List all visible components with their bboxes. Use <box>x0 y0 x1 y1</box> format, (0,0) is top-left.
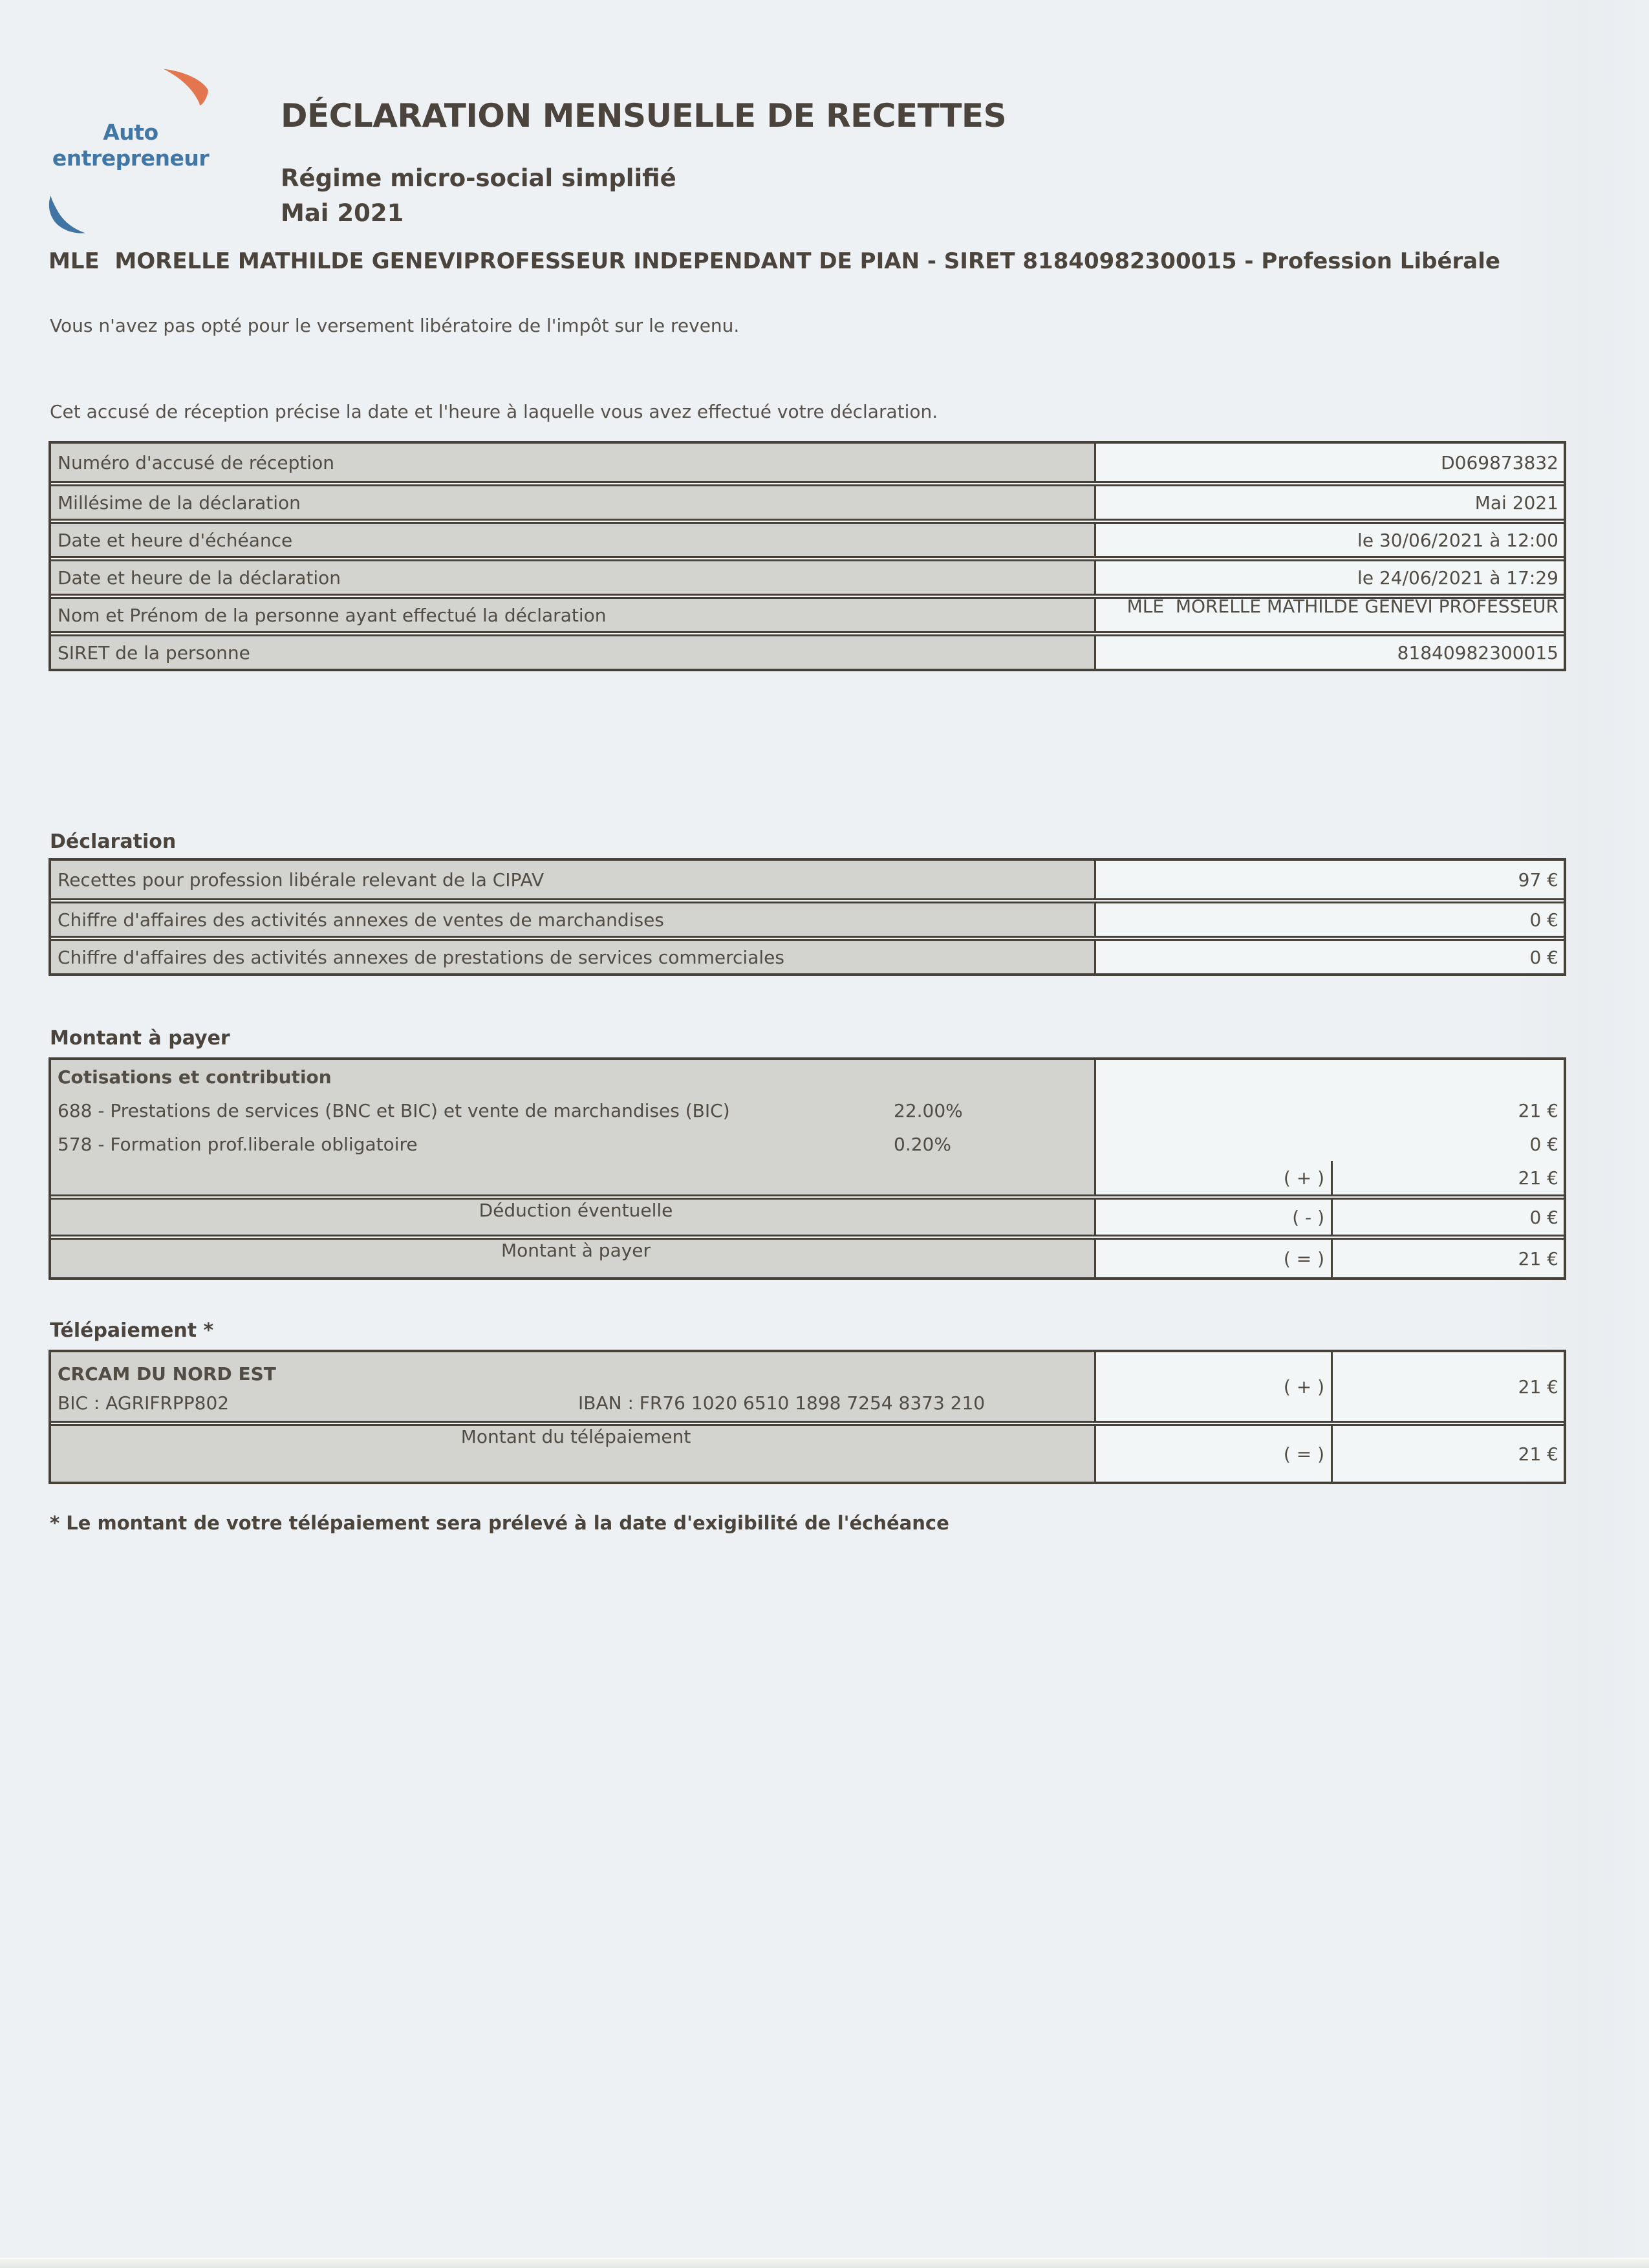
table-row <box>51 519 1564 556</box>
row-value: Mai 2021 <box>1096 486 1564 519</box>
logo-orange-swoosh-icon <box>163 68 210 111</box>
bank-row <box>51 1352 1564 1421</box>
row-label: Millésime de la déclaration <box>51 486 1096 519</box>
deduction-operator: ( - ) <box>1096 1200 1333 1235</box>
row-label: Chiffre d'affaires des activités annexes de ventes de marchandises <box>51 903 1096 936</box>
receipt-table <box>48 441 1566 671</box>
row-label: Date et heure de la déclaration <box>51 561 1096 594</box>
telepaiement-table <box>48 1350 1566 1484</box>
montant-table <box>48 1057 1566 1280</box>
row-value: le 30/06/2021 à 12:00 <box>1096 524 1564 556</box>
declarant-name-value: MLE MORELLE MATHILDE GENEVI PROFESSEUR <box>1126 596 1558 617</box>
row-value: 0 € <box>1096 903 1564 936</box>
montant-heading: Montant à payer <box>50 1027 230 1050</box>
table-row <box>51 936 1564 973</box>
contribution-value: 21 € <box>1518 1099 1558 1121</box>
declaration-heading: Déclaration <box>50 830 177 853</box>
row-value: 97 € <box>1096 861 1564 898</box>
bank-cell <box>51 1352 1096 1421</box>
row-label: Déduction éventuelle <box>51 1200 1096 1235</box>
table-row <box>51 898 1564 936</box>
telepaiement-footnote: * Le montant de votre télépaiement sera prélevé à la date d'exigibilité de l'échéance <box>50 1512 949 1534</box>
deduction-row <box>51 1194 1564 1235</box>
row-value: D069873832 <box>1096 444 1564 481</box>
logo-text-line1: Auto <box>103 120 158 145</box>
row-label: Montant à payer <box>51 1240 1096 1277</box>
subtotal-value: 21 € <box>1333 1161 1564 1194</box>
versement-note: Vous n'avez pas opté pour le versement libératoire de l'impôt sur le revenu. <box>50 315 740 336</box>
declarant-header: MLE MORELLE MATHILDE GENEVIPROFESSEUR INDEPENDANT DE PIAN - SIRET 81840982300015 - Profession Libérale <box>48 248 1500 274</box>
deduction-value: 0 € <box>1333 1200 1564 1235</box>
document-title: DÉCLARATION MENSUELLE DE RECETTES <box>281 97 1007 135</box>
total-row <box>51 1235 1564 1277</box>
cotisations-header <box>51 1060 1094 1094</box>
contribution-row <box>51 1094 1094 1127</box>
cotisations-left-cell <box>51 1060 1096 1194</box>
bank-iban: IBAN : FR76 1020 6510 1898 7254 8373 210 <box>578 1392 986 1414</box>
table-row <box>51 861 1564 898</box>
declaration-table <box>48 858 1566 976</box>
row-value: 81840982300015 <box>1096 636 1564 669</box>
row-label: Date et heure d'échéance <box>51 524 1096 556</box>
row-label: Chiffre d'affaires des activités annexes de prestations de services commerciales <box>51 941 1096 973</box>
row-label: Montant du télépaiement <box>51 1426 1096 1482</box>
total-value: 21 € <box>1333 1240 1564 1277</box>
table-row <box>51 556 1564 594</box>
subtotal-row <box>1096 1161 1564 1194</box>
bank-bic: BIC : AGRIFRPP802 <box>58 1392 230 1414</box>
cotisations-values-cell <box>1096 1060 1564 1194</box>
spacer-line <box>51 1161 1094 1194</box>
telepaiement-total-operator: ( = ) <box>1096 1426 1333 1482</box>
row-value: 0 € <box>1096 941 1564 973</box>
bank-name: CRCAM DU NORD EST <box>58 1363 276 1385</box>
telepaiement-total-row <box>51 1421 1564 1482</box>
auto-entrepreneur-logo <box>50 120 211 171</box>
contribution-row <box>51 1127 1094 1161</box>
table-row <box>51 444 1564 481</box>
total-operator: ( = ) <box>1096 1240 1333 1277</box>
row-label: SIRET de la personne <box>51 636 1096 669</box>
table-row <box>51 631 1564 669</box>
contribution-value: 0 € <box>1529 1133 1558 1155</box>
telepaiement-total-value: 21 € <box>1333 1426 1564 1482</box>
row-value <box>1096 596 1564 631</box>
subtotal-operator: ( + ) <box>1096 1161 1333 1194</box>
contribution-rate: 0.20% <box>894 1133 951 1155</box>
spacer-line <box>1096 1060 1564 1094</box>
telepaiement-heading: Télépaiement * <box>50 1319 214 1342</box>
contribution-label: 578 - Formation prof.liberale obligatoire <box>58 1133 418 1155</box>
row-value: le 24/06/2021 à 17:29 <box>1096 561 1564 594</box>
row-label: Recettes pour profession libérale relevant de la CIPAV <box>51 861 1096 898</box>
table-row <box>51 481 1564 519</box>
cotisations-block <box>51 1060 1564 1194</box>
contribution-label: 688 - Prestations de services (BNC et BIC) et vente de marchandises (BIC) <box>58 1099 730 1121</box>
bank-operator: ( + ) <box>1096 1352 1333 1421</box>
accuse-note: Cet accusé de réception précise la date et l'heure à laquelle vous avez effectué votre déclaration. <box>50 401 938 422</box>
bank-value: 21 € <box>1333 1352 1564 1421</box>
row-label: Nom et Prénom de la personne ayant effectué la déclaration <box>51 599 1096 631</box>
cotisations-header-label: Cotisations et contribution <box>58 1066 332 1088</box>
table-row <box>51 594 1564 631</box>
period-label: Mai 2021 <box>281 199 404 227</box>
logo-blue-swoosh-icon <box>47 195 86 234</box>
contribution-rate: 22.00% <box>894 1099 963 1121</box>
logo-text-line2: entrepreneur <box>52 146 210 171</box>
regime-subtitle: Régime micro-social simplifié <box>281 164 676 192</box>
bank-details <box>51 1385 1094 1421</box>
row-label: Numéro d'accusé de réception <box>51 444 1096 481</box>
